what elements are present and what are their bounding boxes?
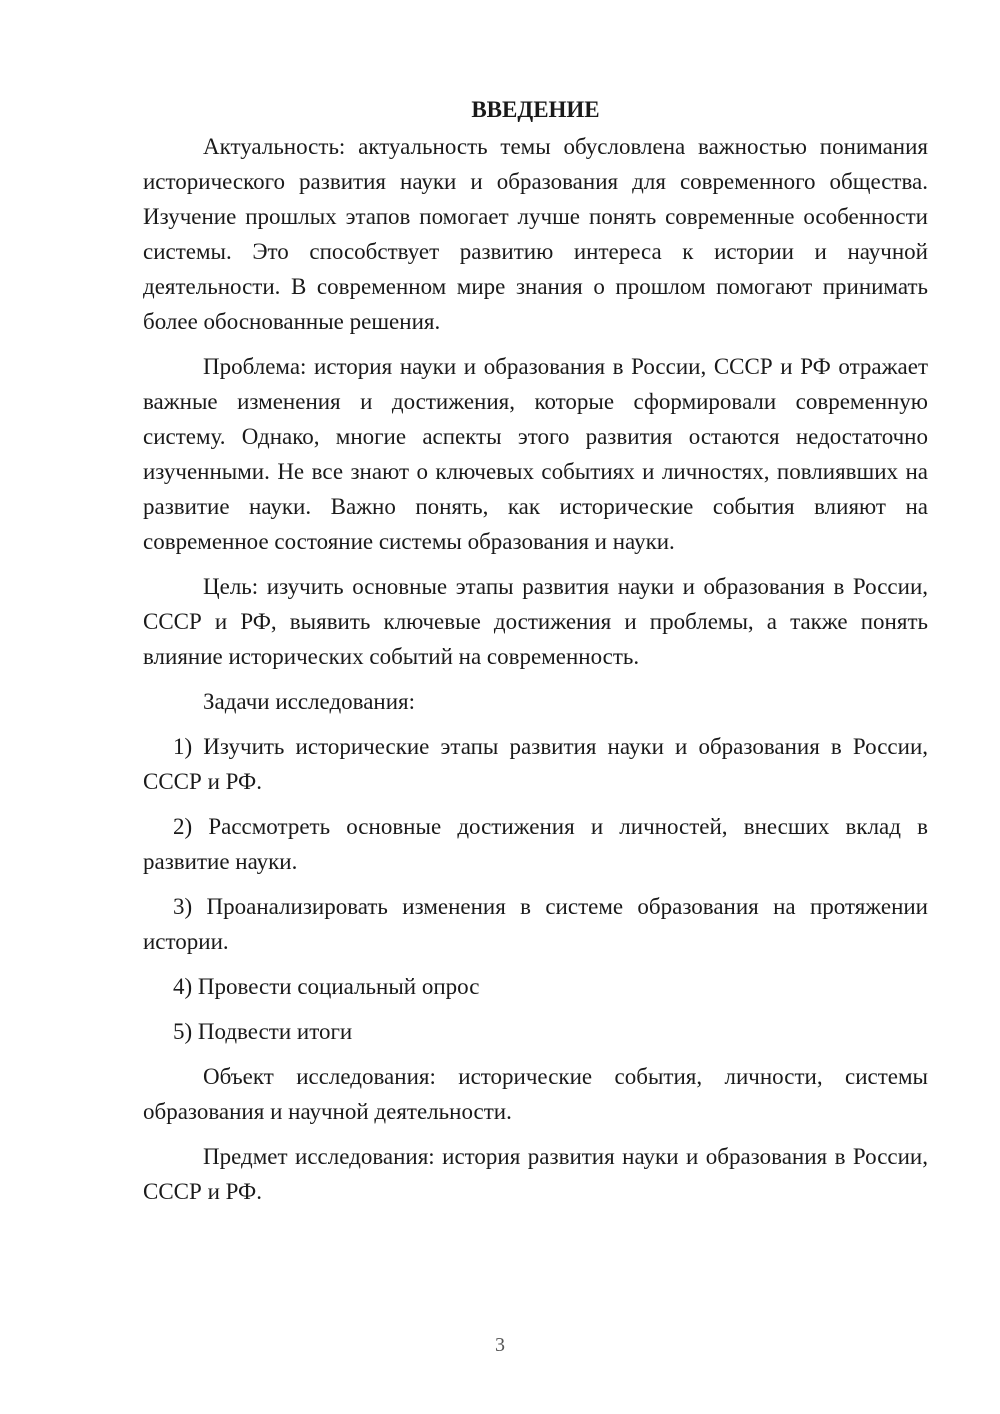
problem-paragraph: Проблема: история науки и образования в России, СССР и РФ отражает важные изменения и достижения, которые сформировали современную систему. Однако, многие аспекты этого развития остаются недостаточно изученными. Не все знают о ключевых событиях и личностях, повлиявших на развитие науки. Важно понять, как исторические события влияют на современное состояние системы образования и науки. bbox=[143, 354, 928, 554]
tasks-heading: Задачи исследования: bbox=[203, 689, 416, 714]
task-item-1: 1) Изучить исторические этапы развития науки и образования в России, СССР и РФ. bbox=[143, 734, 928, 794]
subject-paragraph: Предмет исследования: история развития науки и образования в России, СССР и РФ. bbox=[143, 1144, 928, 1204]
relevance-paragraph: Актуальность: актуальность темы обусловлена важностью понимания исторического развития науки и образования для современного общества. Изучение прошлых этапов помогает лучше понять современные особенности системы. Это способствует развитию интереса к истории и научной деятельности. В современном мире знания о прошлом помогают принимать более обоснованные решения. bbox=[143, 134, 928, 334]
document-title: ВВЕДЕНИЕ bbox=[471, 97, 600, 122]
task-item-2: 2) Рассмотреть основные достижения и личностей, внесших вклад в развитие науки. bbox=[143, 814, 928, 874]
page-number: 3 bbox=[495, 1334, 505, 1356]
task-item-3: 3) Проанализировать изменения в системе образования на протяжении истории. bbox=[143, 894, 928, 954]
task-item-4: 4) Провести социальный опрос bbox=[173, 974, 480, 999]
document-page bbox=[143, 92, 928, 1219]
goal-paragraph: Цель: изучить основные этапы развития науки и образования в России, СССР и РФ, выявить ключевые достижения и проблемы, а также понять влияние исторических событий на современность. bbox=[143, 574, 928, 669]
object-paragraph: Объект исследования: исторические события, личности, системы образования и научной деятельности. bbox=[143, 1064, 928, 1124]
task-item-5: 5) Подвести итоги bbox=[173, 1019, 353, 1044]
